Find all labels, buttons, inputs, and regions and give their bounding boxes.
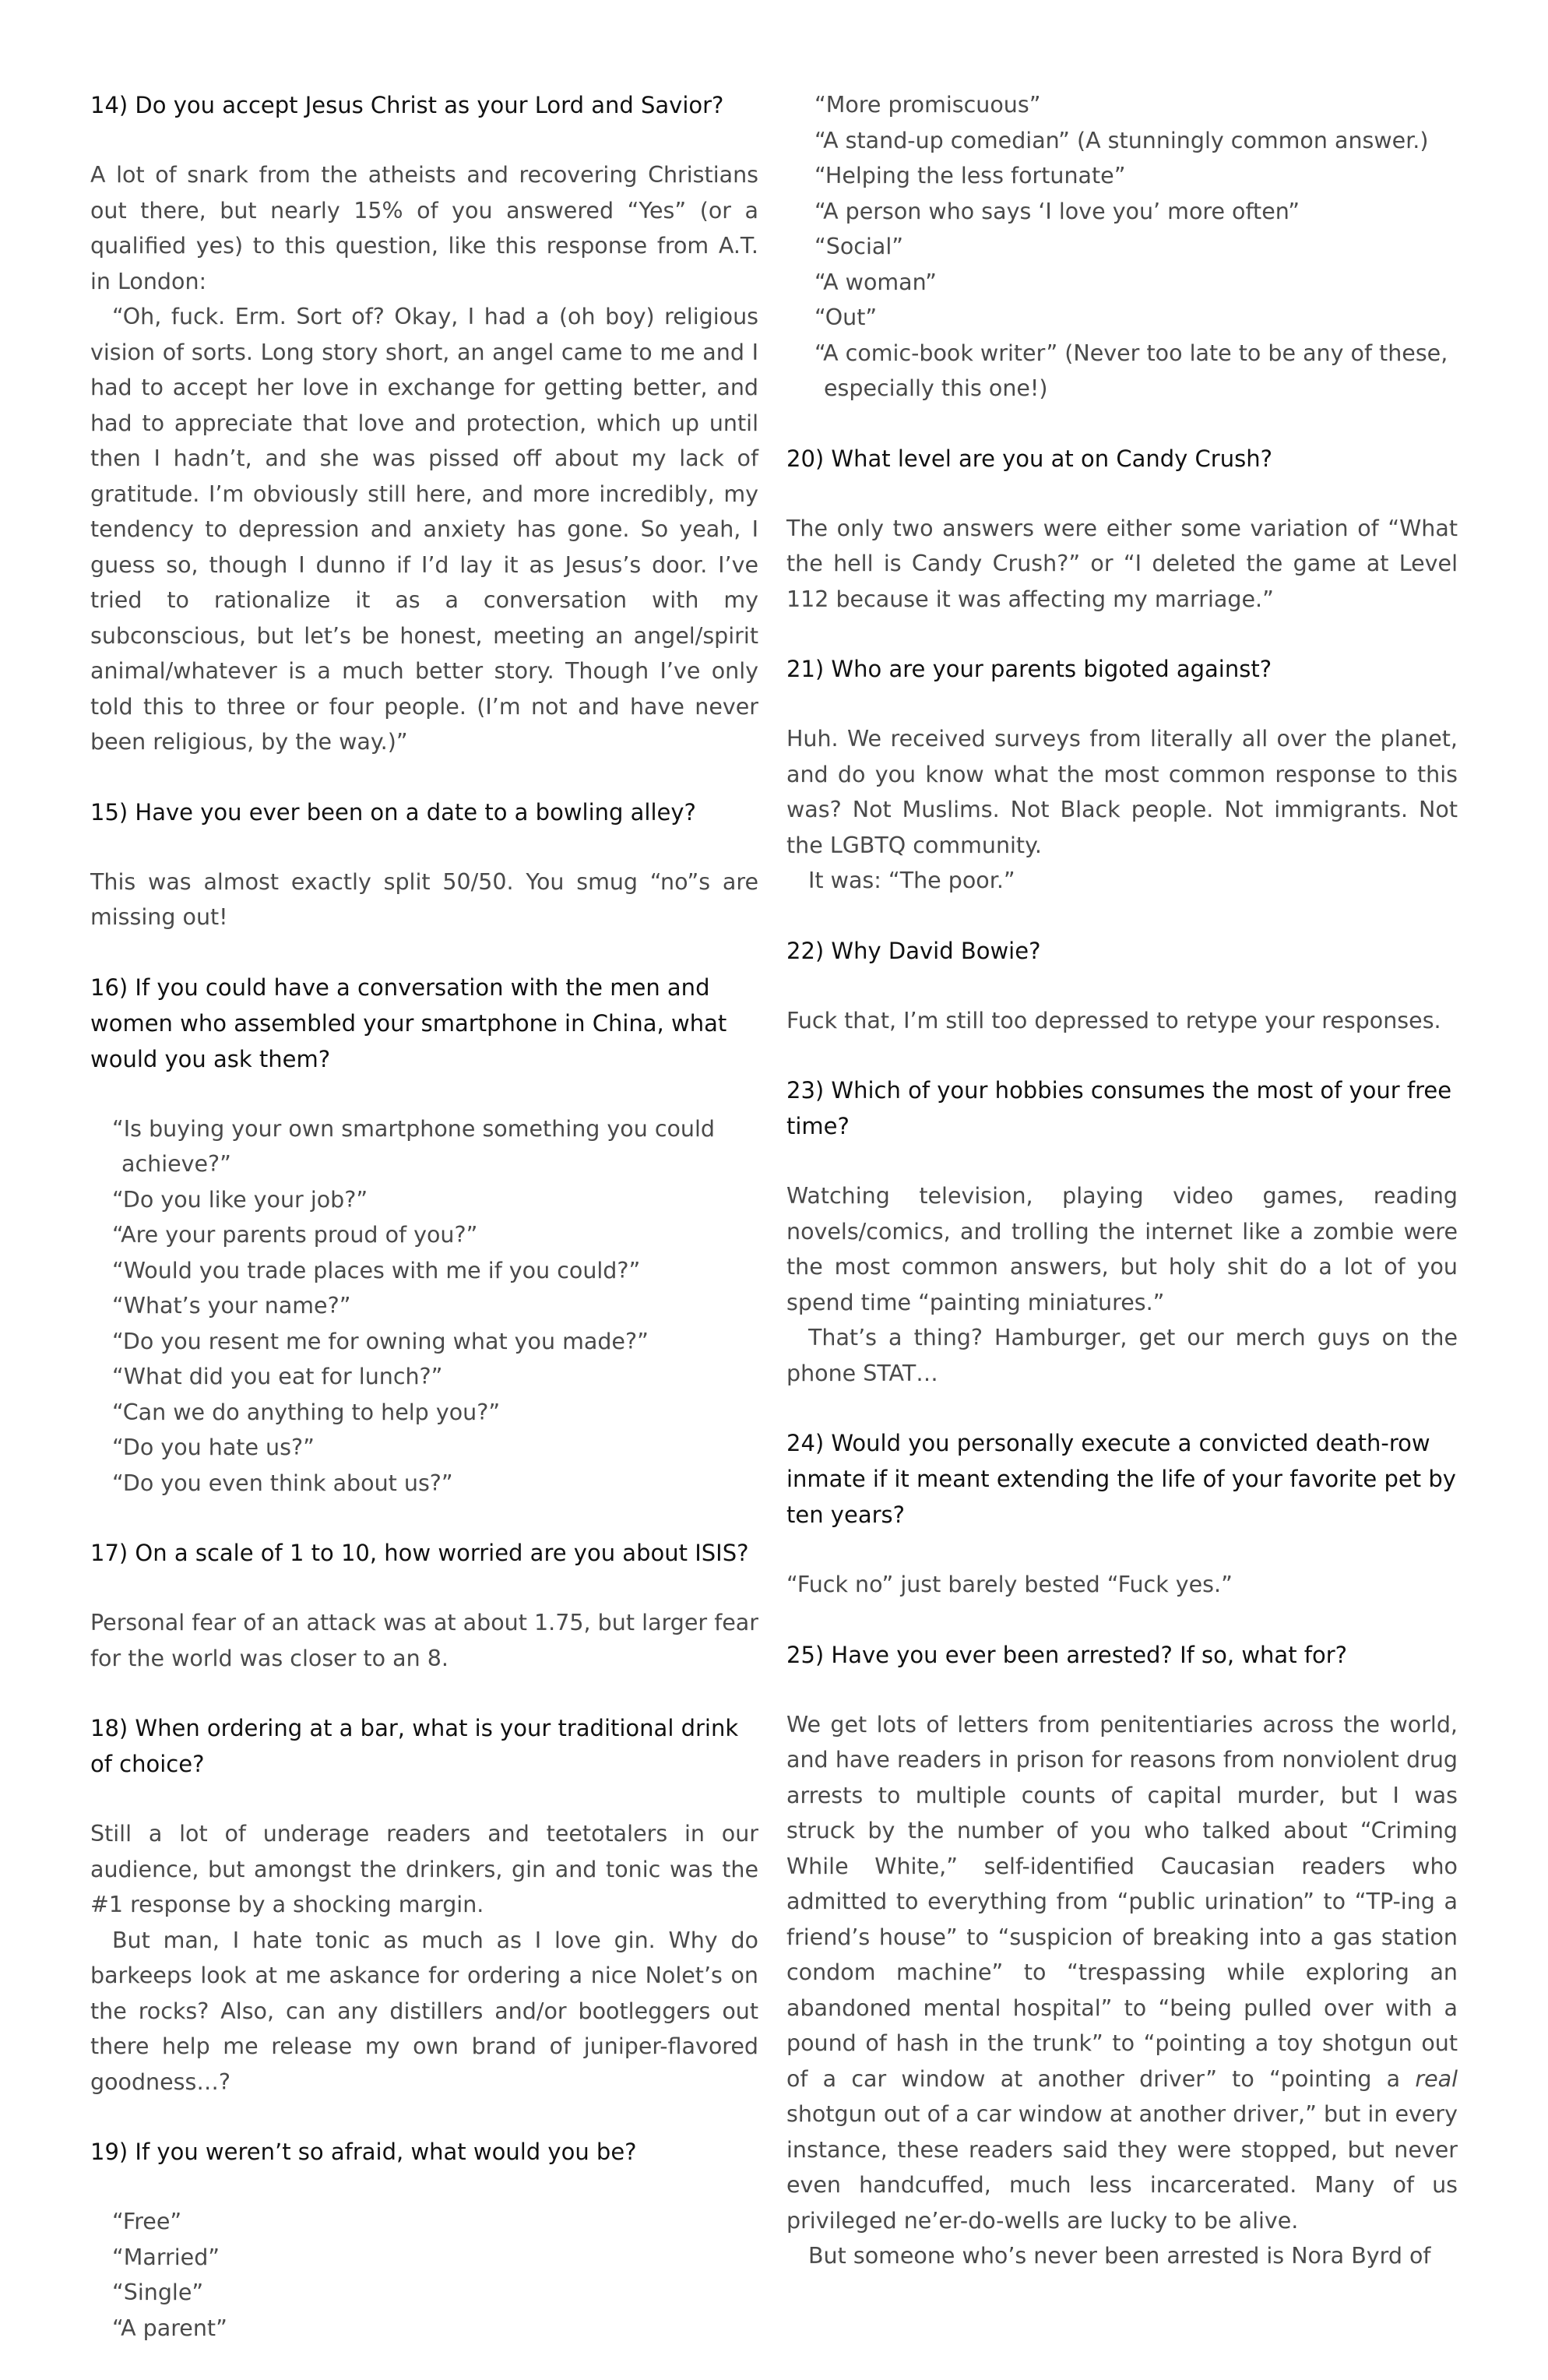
section-gap bbox=[90, 1501, 758, 1535]
answer-25-paragraph-1 bbox=[786, 1707, 1458, 2239]
answer-18-paragraph-2: But man, I hate tonic as much as I love gin. Why do barkeeps look at me askance for ordering a nice Nolet’s on the rocks? Also, can any distillers and/or bootleggers out there help me release my own brand of juniper-flavored goodness…? bbox=[90, 1927, 758, 2095]
answer-20-paragraph-1: The only two answers were either some variation of “What the hell is Candy Crush?” or “I deleted the game at Level 112 because it was affecting my marriage.” bbox=[786, 515, 1458, 612]
question-23-heading: 23) Which of your hobbies consumes the most of your free time? bbox=[786, 1077, 1452, 1139]
question-25-heading: 25) Have you ever been arrested? If so, what for? bbox=[786, 1641, 1348, 1668]
question-14-heading: 14) Do you accept Jesus Christ as your Lord and Savior? bbox=[90, 92, 724, 118]
section-gap bbox=[786, 1603, 1458, 1637]
section-gap bbox=[786, 407, 1458, 441]
list-item: “A comic-book writer” (Never too late to be any of these, especially this one!) bbox=[814, 340, 1448, 401]
answer-21-paragraph-1: Huh. We received surveys from literally all over the planet, and do you know what the most common response to this was? Not Muslims. Not Black people. Not immigrants. Not the LGBTQ community. bbox=[786, 726, 1458, 858]
section-gap bbox=[90, 760, 758, 794]
list-item: “Are your parents proud of you?” bbox=[112, 1222, 478, 1248]
question-21-heading: 21) Who are your parents bigoted against? bbox=[786, 656, 1272, 682]
answer-25-text-b: shotgun out of a car window at another driver,” but in every instance, these readers said they were stopped, but never even handcuffed, much less incarcerated. Many of us privileged ne’er-do-wells are lucky to be alive. bbox=[786, 2101, 1458, 2234]
question-17-heading: 17) On a scale of 1 to 10, how worried are you about ISIS? bbox=[90, 1540, 749, 1566]
answer-14-paragraph-1: A lot of snark from the atheists and recovering Christians out there, but nearly 15% of you answered “Yes” (or a qualified yes) to this question, like this response from A.T. in London: bbox=[90, 162, 758, 294]
answer-23-paragraph-2: That’s a thing? Hamburger, get our merch guys on the phone STAT… bbox=[786, 1325, 1458, 1386]
question-15-heading: 15) Have you ever been on a date to a bowling alley? bbox=[90, 798, 696, 826]
list-item: “Out” bbox=[814, 305, 878, 330]
section-gap bbox=[786, 899, 1458, 933]
answer-25-text-a: We get lots of letters from penitentiaries across the world, and have readers in prison for reasons from nonviolent drug arrests to multiple counts of capital murder, but I was struck by the number of you who talked about “Criming While White,” self-identified Caucasian readers who admitted to everything from “public urination” to “TP-ing a friend’s house” to “suspicion of breaking into a gas station condom machine” to “trespassing while exploring an abandoned mental hospital” to “being pulled over with a pound of hash in the trunk” to “pointing a toy shotgun out of a car window at another driver” to “pointing a bbox=[786, 1711, 1458, 2092]
list-item: “Social” bbox=[814, 234, 904, 259]
left-column bbox=[90, 87, 758, 2346]
list-item: “Do you resent me for owning what you made?” bbox=[112, 1328, 649, 1354]
list-item: “What’s your name?” bbox=[112, 1293, 351, 1319]
list-item: “A woman” bbox=[814, 269, 937, 295]
question-24-heading: 24) Would you personally execute a convicted death-row inmate if it meant extending the life of your favorite pet by ten years? bbox=[786, 1430, 1456, 1528]
list-item: “A person who says ‘I love you’ more often” bbox=[814, 198, 1300, 224]
answer-25-emphasis: real bbox=[1415, 2065, 1458, 2092]
question-18-heading: 18) When ordering at a bar, what is your traditional drink of choice? bbox=[90, 1715, 739, 1777]
answer-21-paragraph-2: It was: “The poor.” bbox=[808, 868, 1015, 893]
section-gap bbox=[786, 617, 1458, 651]
answer-15-paragraph-1: This was almost exactly split 50/50. You smug “no”s are missing out! bbox=[90, 868, 758, 930]
list-item: “Married” bbox=[112, 2244, 220, 2270]
list-item: “A stand-up comedian” (A stunningly common answer.) bbox=[814, 127, 1429, 153]
list-item: “More promiscuous” bbox=[814, 92, 1041, 118]
question-19-heading: 19) If you weren’t so afraid, what would you be? bbox=[90, 2139, 637, 2165]
answer-24-paragraph-1: “Fuck no” just barely bested “Fuck yes.” bbox=[786, 1572, 1233, 1597]
section-gap bbox=[786, 1038, 1458, 1072]
answer-19-list-continued bbox=[786, 87, 1458, 407]
answer-17-paragraph-1: Personal fear of an attack was at about 1.75, but larger fear for the world was closer to an 8. bbox=[90, 1610, 758, 1671]
list-item: “Do you hate us?” bbox=[112, 1435, 315, 1460]
list-item: “Do you even think about us?” bbox=[112, 1470, 453, 1496]
answer-22-paragraph-1: Fuck that, I’m still too depressed to retype your responses. bbox=[786, 1007, 1441, 1033]
right-column bbox=[786, 87, 1458, 2274]
question-22-heading: 22) Why David Bowie? bbox=[786, 937, 1041, 964]
section-gap bbox=[90, 2100, 758, 2134]
section-gap bbox=[90, 935, 758, 970]
answer-18-paragraph-1: Still a lot of underage readers and teetotalers in our audience, but amongst the drinkers, gin and tonic was the #1 response by a shocking margin. bbox=[90, 1821, 758, 1917]
answer-25-paragraph-2: But someone who’s never been arrested is Nora Byrd of bbox=[808, 2243, 1431, 2269]
answer-23-paragraph-1: Watching television, playing video games, reading novels/comics, and trolling the internet like a zombie were the most common answers, but holy shit do a lot of you spend time “painting miniatures.” bbox=[786, 1183, 1458, 1315]
list-item: “Single” bbox=[112, 2280, 204, 2305]
answer-14-quote: “Oh, fuck. Erm. Sort of? Okay, I had a (oh boy) religious vision of sorts. Long story short, an angel came to me and I had to accept her love in exchange for getting better, and had to appreciate that love and protection, which up until then I hadn’t, and she was pissed off about my lack of gratitude. I’m obviously still here, and more incredibly, my tendency to depression and anxiety has gone. So yeah, I guess so, though I dunno if I’d lay it as Jesus’s door. I’ve tried to rationalize it as a conversation with my subconscious, but let’s be honest, meeting an angel/spirit animal/whatever is a much better story. Though I’ve only told this to three or four people. (I’m not and have never been religious, by the way.)” bbox=[90, 304, 758, 755]
section-gap bbox=[90, 1676, 758, 1710]
question-16-heading: 16) If you could have a conversation with the men and women who assembled your smartphone in China, what would you ask them? bbox=[90, 973, 727, 1072]
answer-19-list bbox=[90, 2204, 758, 2346]
list-item: “Do you like your job?” bbox=[112, 1186, 368, 1213]
list-item: “A parent” bbox=[112, 2315, 227, 2341]
section-gap bbox=[786, 1391, 1458, 1425]
list-item: “Can we do anything to help you?” bbox=[112, 1399, 501, 1425]
list-item: “Would you trade places with me if you could?” bbox=[112, 1257, 641, 1283]
answer-16-list bbox=[90, 1111, 758, 1502]
list-item: “Is buying your own smartphone something you could achieve?” bbox=[112, 1115, 716, 1177]
question-20-heading: 20) What level are you at on Candy Crush? bbox=[786, 445, 1272, 472]
list-item: “What did you eat for lunch?” bbox=[112, 1364, 443, 1389]
list-item: “Helping the less fortunate” bbox=[814, 163, 1126, 188]
list-item: “Free” bbox=[112, 2209, 182, 2234]
